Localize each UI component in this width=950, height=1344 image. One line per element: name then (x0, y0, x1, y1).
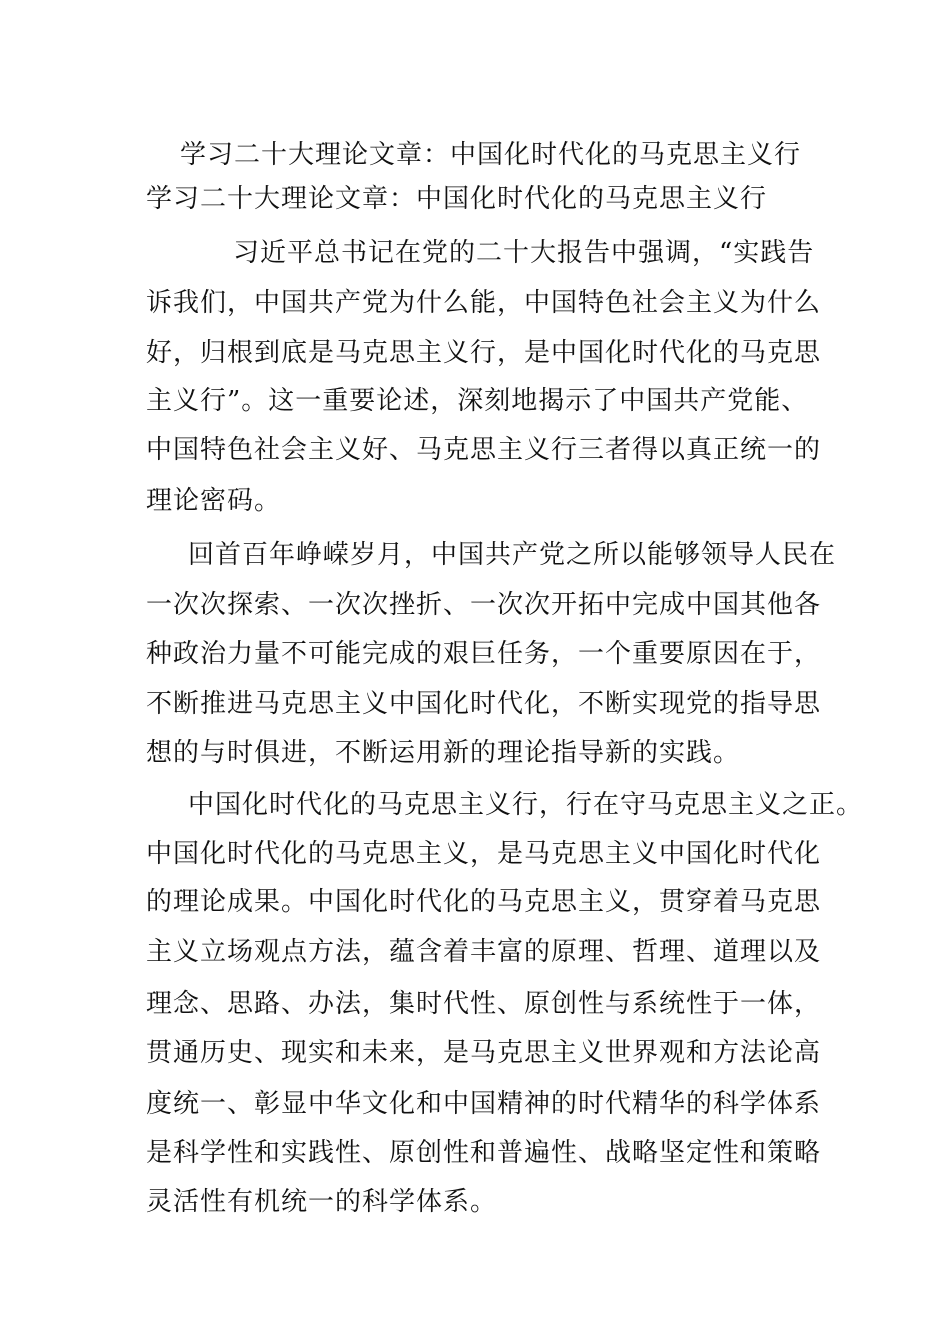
paragraph-1-line-3: 好，归根到底是马克思主义行，是中国化时代化的马克思 (146, 338, 822, 368)
paragraph-3-line-6: 贯通历史、现实和未来，是马克思主义世界观和方法论高 (146, 1038, 822, 1068)
paragraph-1-line-1: 习近平总书记在党的二十大报告中强调，“实践告 (233, 238, 815, 268)
paragraph-3-line-9: 灵活性有机统一的科学体系。 (146, 1187, 498, 1217)
paragraph-3-line-2: 中国化时代化的马克思主义，是马克思主义中国化时代化 (146, 839, 822, 869)
document-subtitle: 学习二十大理论文章：中国化时代化的马克思主义行 (146, 184, 768, 214)
paragraph-1-line-6: 理论密码。 (146, 486, 282, 516)
paragraph-3-line-1: 中国化时代化的马克思主义行，行在守马克思主义之正。 (188, 790, 864, 820)
paragraph-3-line-7: 度统一、彰显中华文化和中国精神的时代精华的科学体系 (146, 1089, 822, 1119)
paragraph-3-line-8: 是科学性和实践性、原创性和普遍性、战略坚定性和策略 (146, 1138, 822, 1168)
document-title: 学习二十大理论文章：中国化时代化的马克思主义行 (180, 140, 802, 170)
paragraph-2-line-4: 不断推进马克思主义中国化时代化，不断实现党的指导思 (146, 689, 822, 719)
paragraph-2-line-2: 一次次探索、一次次挫折、一次次开拓中完成中国其他各 (146, 590, 822, 620)
paragraph-2-line-3: 种政治力量不可能完成的艰巨任务，一个重要原因在于， (146, 639, 822, 669)
paragraph-1-line-2: 诉我们，中国共产党为什么能，中国特色社会主义为什么 (146, 288, 822, 318)
paragraph-2-line-1: 回首百年峥嵘岁月，中国共产党之所以能够领导人民在 (188, 540, 837, 570)
paragraph-1-line-4: 主义行”。这一重要论述，深刻地揭示了中国共产党能、 (146, 386, 809, 416)
paragraph-2-line-5: 想的与时俱进，不断运用新的理论指导新的实践。 (146, 738, 741, 768)
paragraph-3-line-5: 理念、思路、办法，集时代性、原创性与系统性于一体， (146, 989, 822, 1019)
paragraph-3-line-4: 主义立场观点方法，蕴含着丰富的原理、哲理、道理以及 (146, 937, 822, 967)
paragraph-1-line-5: 中国特色社会主义好、马克思主义行三者得以真正统一的 (146, 435, 822, 465)
paragraph-3-line-3: 的理论成果。中国化时代化的马克思主义，贯穿着马克思 (146, 887, 822, 917)
